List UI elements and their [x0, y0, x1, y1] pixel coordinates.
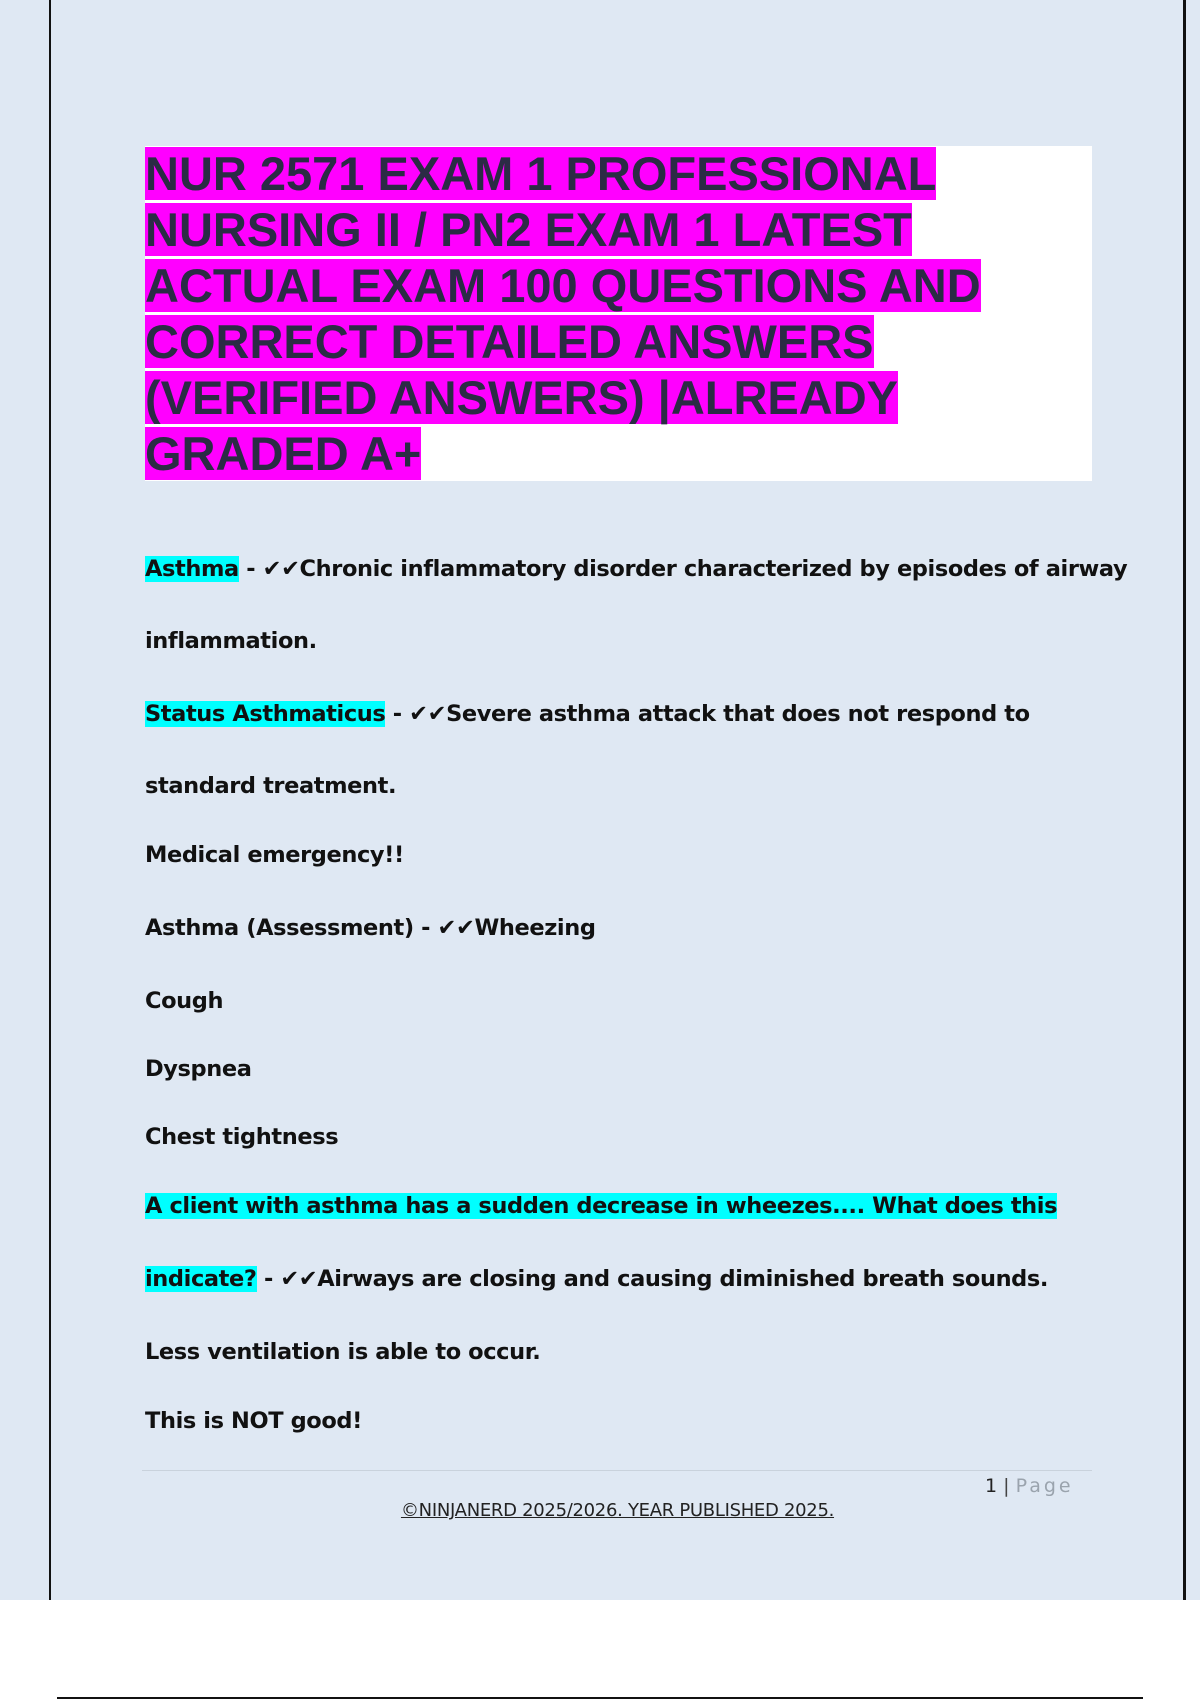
- title-line: NUR 2571 EXAM 1 PROFESSIONAL: [145, 147, 937, 200]
- asthma-entry: [145, 552, 1127, 586]
- title-line: (VERIFIED ANSWERS) |ALREADY: [145, 371, 898, 424]
- answer-continuation: Less ventilation is able to occur.: [145, 1339, 541, 1365]
- definition-continuation: standard treatment.: [145, 773, 397, 799]
- status-asthmaticus-entry: [145, 697, 1030, 731]
- document-title: [145, 146, 1092, 482]
- page-number: [985, 1473, 1074, 1499]
- title-line: NURSING II / PN2 EXAM 1 LATEST: [145, 203, 912, 256]
- answer-text: - ✔✔Airways are closing and causing diminished breath sounds.: [256, 1266, 1049, 1292]
- copyright-notice: ©NINJANERD 2025/2026. YEAR PUBLISHED 2025.: [400, 1500, 835, 1521]
- question-text: A client with asthma has a sudden decrease in wheezes.... What does this: [145, 1193, 1058, 1219]
- page-border-left: [49, 0, 51, 1600]
- assessment-entry: Asthma (Assessment) - ✔✔Wheezing: [145, 915, 596, 941]
- page-label: Page: [1015, 1475, 1074, 1497]
- page-number-value: 1: [985, 1475, 998, 1497]
- definition-continuation: inflammation.: [145, 628, 317, 654]
- term-asthma: Asthma: [145, 556, 239, 582]
- bottom-divider: [57, 1697, 1143, 1699]
- title-line: CORRECT DETAILED ANSWERS: [145, 315, 874, 368]
- definition-text: - ✔✔Chronic inflammatory disorder characterized by episodes of airway: [238, 556, 1128, 582]
- definition-continuation: Medical emergency!!: [145, 842, 404, 868]
- question-entry: [145, 1189, 1057, 1223]
- question-entry-continuation: [145, 1262, 1048, 1296]
- title-box: [145, 146, 1092, 481]
- definition-text: - ✔✔Severe asthma attack that does not respond to: [385, 701, 1030, 727]
- page-number-separator: |: [1003, 1475, 1010, 1497]
- title-line: GRADED A+: [145, 427, 422, 480]
- assessment-item: Dyspnea: [145, 1056, 252, 1082]
- page-border-right: [1183, 0, 1186, 1600]
- answer-continuation: This is NOT good!: [145, 1408, 362, 1434]
- question-text: indicate?: [145, 1266, 257, 1292]
- assessment-item: Chest tightness: [145, 1124, 339, 1150]
- footer-divider: [142, 1470, 1092, 1471]
- assessment-item: Cough: [145, 988, 224, 1014]
- title-line: ACTUAL EXAM 100 QUESTIONS AND: [145, 259, 981, 312]
- term-status-asthmaticus: Status Asthmaticus: [145, 701, 386, 727]
